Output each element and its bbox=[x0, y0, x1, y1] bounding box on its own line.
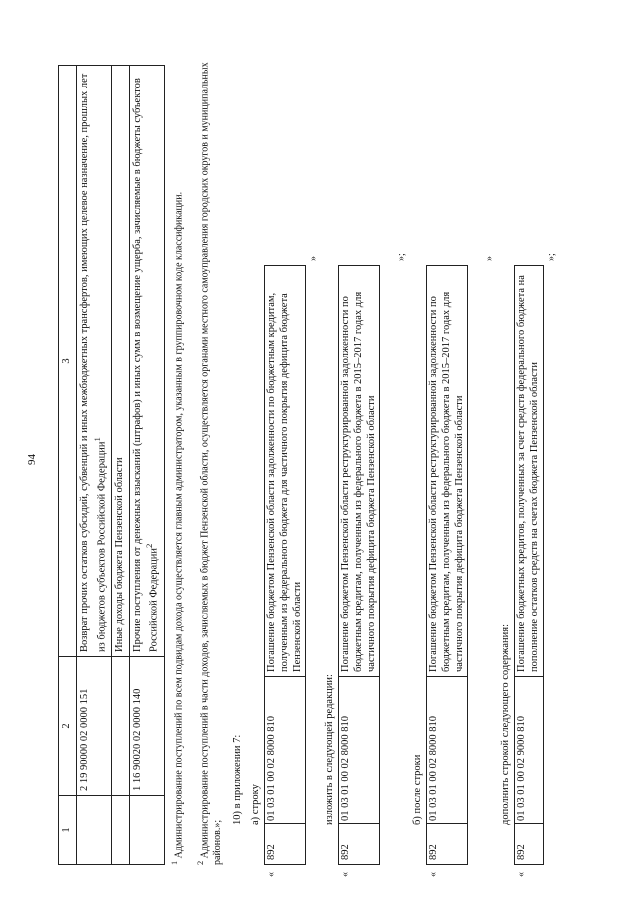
name-text: Прочие поступления от денежных взысканий (штрафов) и иных сумм в возмещение ущерба, зачисляемые в бюджеты субъектов Российской Федерации bbox=[131, 78, 160, 652]
close-quote: » bbox=[308, 256, 319, 261]
item-new-edition: изложить в следующей редакции: bbox=[324, 674, 335, 825]
table-row bbox=[111, 66, 129, 865]
table-row bbox=[265, 266, 306, 865]
close-quote: » bbox=[484, 256, 495, 261]
code-cell: 01 03 01 00 02 8000 810 bbox=[265, 677, 306, 824]
item-add: дополнить строкой следующего содержания: bbox=[500, 623, 511, 825]
admin-cell: 892 bbox=[339, 824, 380, 865]
table-row bbox=[339, 266, 380, 865]
name-cell bbox=[129, 66, 164, 657]
name-cell: Погашение бюджетом Пензенской области реструктурированной задолженности по бюджетным кредитам, полученным из федерального бюджета в 2015–2017 годах для частичного покрытия дефицита бюджета Пензенской области bbox=[339, 266, 380, 677]
code-cell bbox=[111, 657, 129, 796]
footnote-ref: 1 bbox=[91, 437, 102, 442]
table-row bbox=[129, 66, 164, 865]
name-text: Иные доходы бюджета Пензенской области bbox=[113, 457, 125, 652]
table-header-row bbox=[59, 66, 77, 865]
item-b: б) после строки bbox=[412, 754, 423, 825]
footnote-ref: 2 bbox=[144, 543, 155, 549]
open-quote: « bbox=[428, 872, 439, 877]
table-row bbox=[515, 266, 544, 865]
open-quote: « bbox=[340, 872, 351, 877]
admin-cell: 892 bbox=[427, 824, 468, 865]
table-row bbox=[427, 266, 468, 865]
block-table-3 bbox=[426, 265, 468, 865]
code-cell: 2 19 90000 02 0000 151 bbox=[76, 657, 111, 796]
footnote-text: Администрирование поступлений в части доходов, зачисляемых в бюджет Пензенской области, осуществляется органами местного самоуправления городских округов и муниципальных районов.»; bbox=[199, 62, 223, 865]
footnote-1 bbox=[170, 45, 186, 865]
item-10: 10) в приложении 7: bbox=[232, 734, 243, 825]
code-cell: 01 03 01 00 02 8000 810 bbox=[339, 677, 380, 824]
open-quote: « bbox=[266, 872, 277, 877]
admin-cell: 892 bbox=[515, 824, 544, 865]
header-col-3: 3 bbox=[59, 66, 77, 657]
close-quote-semicolon: »; bbox=[546, 253, 557, 261]
name-cell bbox=[76, 66, 111, 657]
code-cell: 01 03 01 00 02 9000 810 bbox=[515, 677, 544, 824]
name-cell bbox=[111, 66, 129, 657]
footnote-number: 1 bbox=[170, 860, 179, 865]
admin-cell bbox=[111, 796, 129, 865]
table-row bbox=[76, 66, 111, 865]
header-col-2: 2 bbox=[59, 657, 77, 796]
footnote-2 bbox=[196, 45, 224, 865]
block-table-4 bbox=[514, 265, 544, 865]
close-quote-semicolon: »; bbox=[396, 253, 407, 261]
block-table-2 bbox=[338, 265, 380, 865]
code-cell: 1 16 90020 02 0000 140 bbox=[129, 657, 164, 796]
admin-cell bbox=[129, 796, 164, 865]
open-quote: « bbox=[516, 872, 527, 877]
revenue-admin-table bbox=[58, 65, 165, 865]
name-cell: Погашение бюджетных кредитов, полученных за счет средств федерального бюджета на пополнение остатков средств на счетах бюджета Пензенской области bbox=[515, 266, 544, 677]
admin-cell: 892 bbox=[265, 824, 306, 865]
block-table-1 bbox=[264, 265, 306, 865]
name-cell: Погашение бюджетом Пензенской области задолженности по бюджетным кредитам, полученным из федерального бюджета для частичного покрытия дефицита бюджета Пензенской области bbox=[265, 266, 306, 677]
name-cell: Погашение бюджетом Пензенской области реструктурированной задолженности по бюджетным кредитам, полученным из федерального бюджета в 2015–2017 годах для частичного покрытия дефицита бюджета Пензенской области bbox=[427, 266, 468, 677]
admin-cell bbox=[76, 796, 111, 865]
name-text: Возврат прочих остатков субсидий, субвенций и иных межбюджетных трансфертов, имеющих целевое назначение, прошлых лет из бюджетов субъектов Российской Федерации bbox=[78, 73, 108, 652]
item-a: а) строку bbox=[250, 784, 261, 825]
page-number: 94 bbox=[26, 454, 38, 465]
code-cell: 01 03 01 00 02 8000 810 bbox=[427, 677, 468, 824]
footnote-text: Администрирование поступлений по всем подвидам дохода осуществляется главным администратором, указанным в группировочном коде классификации. bbox=[173, 191, 185, 859]
footnote-number: 2 bbox=[196, 860, 205, 865]
header-col-1: 1 bbox=[59, 796, 77, 865]
